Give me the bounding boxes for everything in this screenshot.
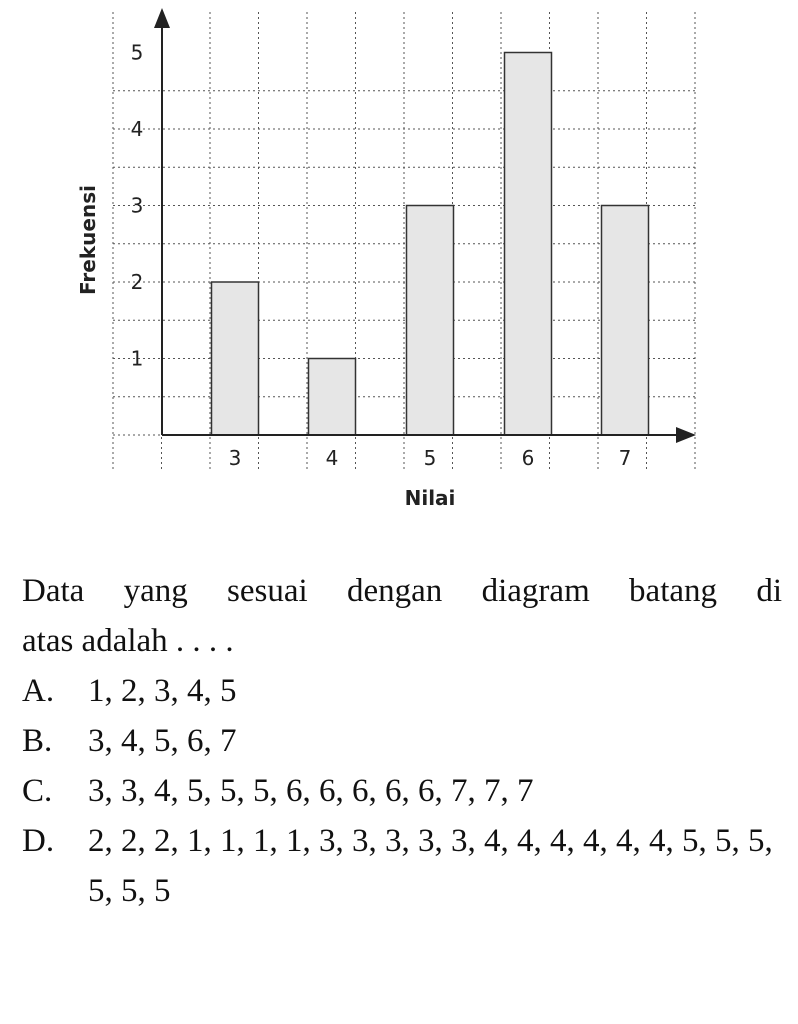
- option-letter: C.: [22, 773, 53, 809]
- option-text: 1, 2, 3, 4, 5: [88, 673, 237, 709]
- option-text: 3, 3, 4, 5, 5, 5, 6, 6, 6, 6, 6, 7, 7, 7: [88, 773, 534, 809]
- question-stem-line-1: Data yang sesuai dengan diagram batang di: [22, 573, 782, 609]
- y-axis-title: Frekuensi: [76, 185, 100, 295]
- x-tick-label: 7: [618, 446, 632, 470]
- question: [22, 566, 782, 916]
- option-letter: B.: [22, 723, 53, 759]
- y-axis-arrow: [154, 8, 170, 28]
- bar-4: [309, 359, 356, 436]
- y-tick-label: 3: [130, 193, 144, 218]
- y-tick-label: 4: [130, 117, 144, 141]
- option-text: 2, 2, 2, 1, 1, 1, 1, 3, 3, 3, 3, 3, 4, 4, 4, 4, 4, 4, 5, 5, 5, 5, 5, 5: [88, 823, 773, 909]
- bar-7: [602, 206, 649, 436]
- y-tick-labels: [131, 41, 144, 371]
- bar-3: [212, 282, 259, 435]
- option-b[interactable]: [22, 716, 782, 766]
- y-tick-label: 5: [130, 40, 144, 65]
- x-tick-label: 5: [423, 446, 437, 470]
- option-letter: A.: [22, 673, 55, 709]
- option-a[interactable]: [22, 666, 782, 716]
- x-axis-arrow: [676, 427, 696, 443]
- x-tick-label: 3: [228, 446, 242, 470]
- option-text: 3, 4, 5, 6, 7: [88, 723, 237, 759]
- x-tick-label: 6: [521, 446, 535, 470]
- option-c[interactable]: [22, 766, 782, 816]
- y-tick-label: 1: [130, 346, 144, 371]
- x-tick-label: 4: [325, 446, 339, 470]
- option-d[interactable]: [22, 816, 782, 916]
- bars: [212, 53, 649, 436]
- bar-5: [407, 206, 454, 436]
- y-tick-label: 2: [130, 270, 144, 294]
- option-letter: D.: [22, 823, 55, 859]
- x-axis-title: Nilai: [404, 486, 456, 510]
- x-tick-labels: [229, 446, 632, 470]
- bar-6: [505, 53, 552, 436]
- question-stem-line-2: atas adalah . . . .: [22, 623, 234, 659]
